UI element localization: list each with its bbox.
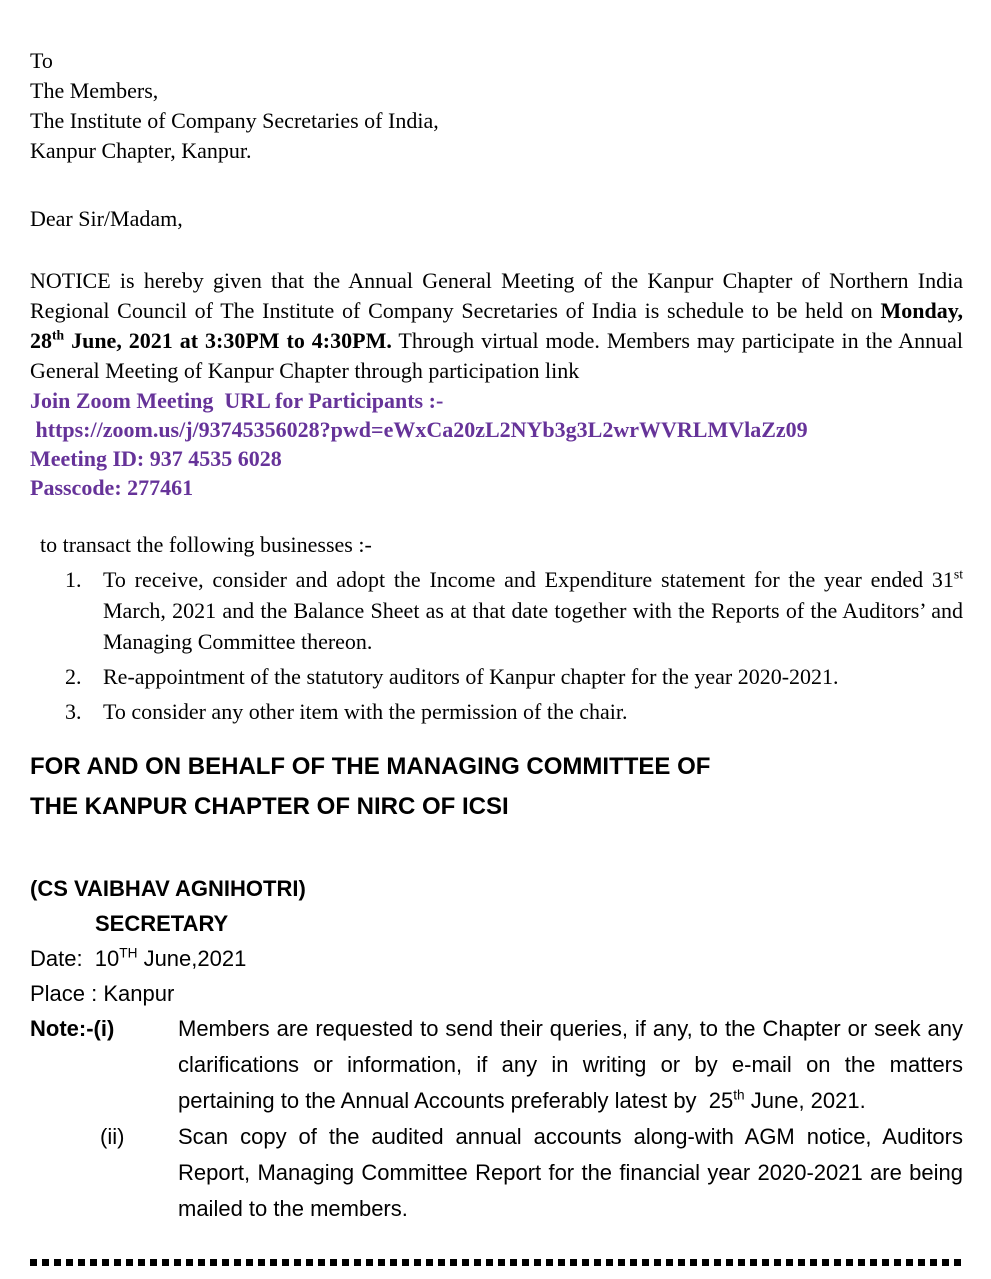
date-line: Date: 10TH June,2021 <box>30 945 247 971</box>
agenda-item-1-number: 1. <box>65 567 82 592</box>
agenda-item-3-text: To consider any other item with the permission of the chair. <box>103 699 628 724</box>
place-line: Place : Kanpur <box>30 981 175 1006</box>
note-item-1-superscript: th <box>733 1087 745 1103</box>
agenda-item-1-text: To receive, consider and adopt the Income and Expenditure statement for the year ended 31st March, 2021 and the Balance Sheet as at that date together with the Reports of the Auditors’ and Managing Committee thereon. <box>103 566 963 654</box>
note-item-2 <box>30 1119 970 1227</box>
notice-date-superscript: th <box>52 327 65 343</box>
agenda-item-2 <box>30 661 963 692</box>
on-behalf-heading <box>30 747 963 827</box>
dotted-separator <box>30 1259 965 1266</box>
agenda-item-3-number: 3. <box>65 699 82 724</box>
on-behalf-line-1: FOR AND ON BEHALF OF THE MANAGING COMMITTEE OF <box>30 753 711 780</box>
zoom-meeting-url[interactable]: https://zoom.us/j/93745356028?pwd=eWxCa20zL2NYb3g3L2wrWVRLMVlaZz09 <box>30 417 808 442</box>
note-item-1 <box>30 1011 970 1119</box>
recipient-line-members: The Members, <box>30 78 159 103</box>
notice-date-bold: Monday, 28th June, 2021 at 3:30PM to 4:30PM. <box>30 298 963 353</box>
zoom-passcode: Passcode: 277461 <box>30 475 194 500</box>
signatory-title: SECRETARY <box>95 911 229 936</box>
signature-block <box>30 871 963 1011</box>
zoom-meeting-id: Meeting ID: 937 4535 6028 <box>30 446 282 471</box>
recipient-address-block <box>30 46 963 166</box>
notice-paragraph <box>30 266 963 386</box>
recipient-line-institute: The Institute of Company Secretaries of India, <box>30 108 439 133</box>
on-behalf-line-2: THE KANPUR CHAPTER OF NIRC OF ICSI <box>30 793 509 820</box>
agenda-item-1 <box>30 564 963 657</box>
agenda-list <box>30 564 963 727</box>
agenda-item-3 <box>30 696 963 727</box>
note-item-1-label: Note:-(i) <box>30 1016 115 1041</box>
signatory-name: (CS VAIBHAV AGNIHOTRI) <box>30 876 306 901</box>
date-superscript: TH <box>119 945 138 961</box>
notes-section <box>30 1011 970 1227</box>
agenda-item-2-number: 2. <box>65 664 82 689</box>
zoom-heading: Join Zoom Meeting URL for Participants :- <box>30 388 444 413</box>
note-item-2-label: (ii) <box>100 1124 125 1149</box>
recipient-line-to: To <box>30 48 53 73</box>
agenda-item-2-text: Re-appointment of the statutory auditors of Kanpur chapter for the year 2020-2021. <box>103 664 839 689</box>
note-item-1-text: Members are requested to send their queries, if any, to the Chapter or seek any clarifications or information, if any in writing or by e-mail on the matters pertaining to the Annual Accounts preferably latest by 25th June, 2021. <box>178 1016 970 1113</box>
note-item-2-text: Scan copy of the audited annual accounts along-with AGM notice, Auditors Report, Managing Committee Report for the financial year 2020-2021 are being mailed to the members. <box>178 1124 970 1221</box>
salutation: Dear Sir/Madam, <box>30 206 183 231</box>
notice-text-pre: NOTICE is hereby given that the Annual General Meeting of the Kanpur Chapter of Northern India Regional Council of The Institute of Company Secretaries of India is schedule to be held on <box>30 268 963 323</box>
recipient-line-chapter: Kanpur Chapter, Kanpur. <box>30 138 252 163</box>
agenda-item-1-superscript: st <box>953 566 963 582</box>
notice-text-post: Through virtual mode. Members may participate in the Annual General Meeting of Kanpur Chapter through participation link <box>30 328 964 383</box>
transact-intro: to transact the following businesses :- <box>40 532 372 557</box>
zoom-meeting-details <box>30 386 963 502</box>
